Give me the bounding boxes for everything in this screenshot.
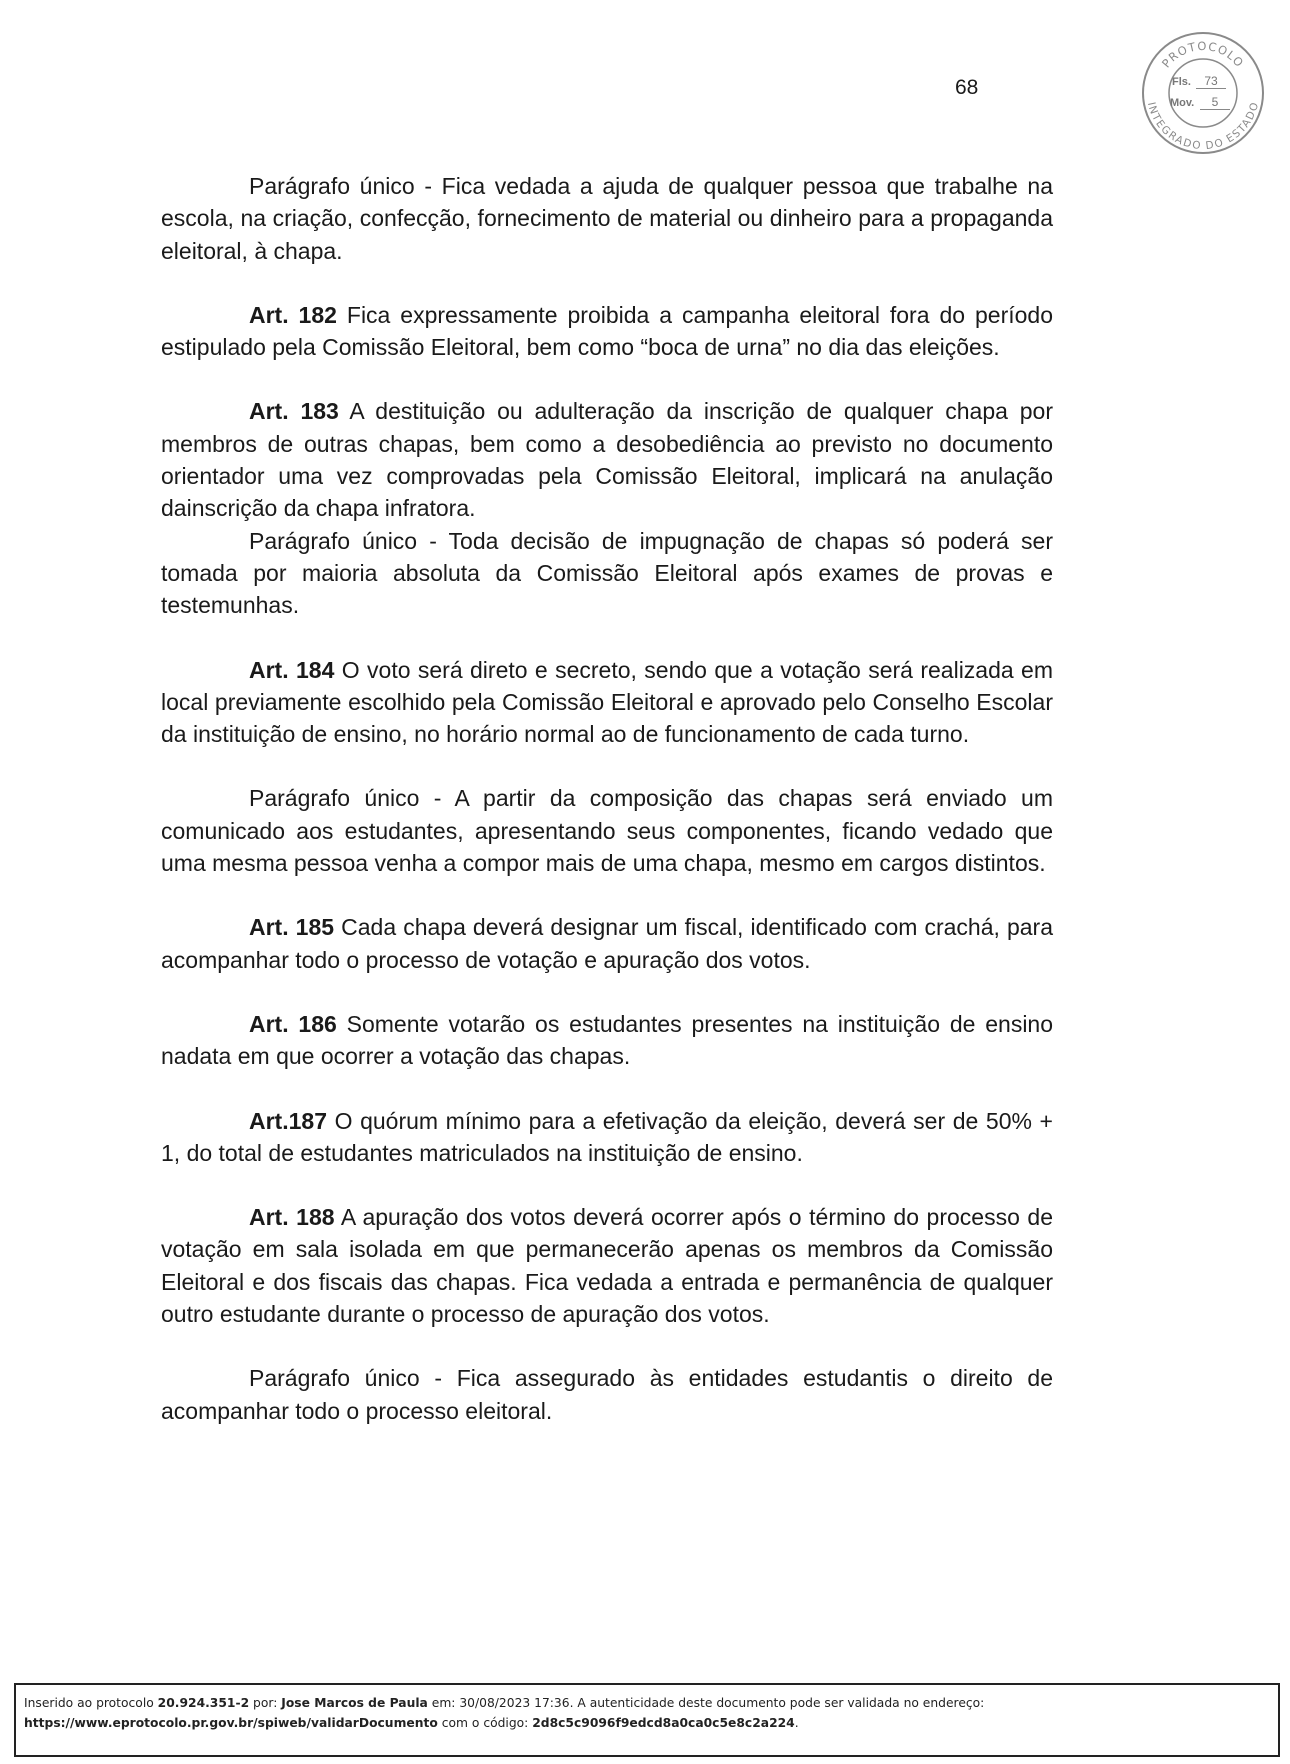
article-number: Art. 188 (249, 1204, 335, 1231)
article-number: Art. 183 (249, 398, 339, 425)
stamp-mov-label: Mov. (1170, 97, 1195, 109)
page-number: 68 (955, 76, 979, 99)
protocol-stamp (1140, 30, 1266, 156)
authenticity-footer: Inserido ao protocolo 20.924.351-2 por: Jose Marcos de Paula em: 30/08/2023 17:36. A autenticidade deste documento pode ser validada no endereço: https://www.eprotocolo.pr.gov.br/spiweb/validarDocumento com o código: 2d8c5c9096f9edcd8a0ca0c5e8c2a224. (14, 1683, 1280, 1757)
article-184: Art. 184 O voto será direto e secreto, sendo que a votação será realizada em local previamente escolhido pela Comissão Eleitoral e aprovado pelo Conselho Escolar da instituição de ensino, no horário normal ao de funcionamento de cada turno. (161, 656, 1054, 748)
validation-code: 2d8c5c9096f9edcd8a0ca0c5e8c2a224 (532, 1716, 795, 1730)
paragraph: Parágrafo único - Fica vedada a ajuda de qualquer pessoa que trabalhe na escola, na criação, confecção, fornecimento de material ou dinheiro para a propaganda eleitoral, à chapa. (161, 173, 1053, 264)
document-body (161, 170, 1053, 1427)
paragraph: Parágrafo único - Fica assegurado às entidades estudantis o direito de acompanhar todo o processo eleitoral. (161, 1365, 1053, 1424)
stamp-mov-value: 5 (1200, 95, 1230, 110)
article-185: Art. 185 Cada chapa deverá designar um fiscal, identificado com crachá, para acompanhar todo o processo de votação e apuração dos votos. (161, 914, 1053, 973)
protocol-number: 20.924.351-2 (157, 1696, 250, 1710)
article-number: Art. 186 (249, 1010, 337, 1037)
paragraph: Parágrafo único - A partir da composição das chapas será enviado um comunicado aos estudantes, apresentando seus componentes, ficando vedado que uma mesma pessoa venha a compor mais de uma chapa, mesmo em cargos distintos. (161, 785, 1053, 877)
article-186: Art. 186 Somente votarão os estudantes presentes na instituição de ensino nadata em que ocorrer a votação das chapas. (161, 1010, 1054, 1070)
article-187: Art.187 O quórum mínimo para a efetivação da eleição, deverá ser de 50% + 1, do total de estudantes matriculados na instituição de ensino. (161, 1107, 1053, 1166)
article-number: Art. 182 (249, 301, 337, 328)
stamp-fls-label: Fls. (1172, 76, 1191, 88)
stamp-seal-icon (1140, 30, 1266, 156)
article-183: Art. 183 A destituição ou adulteração da inscrição de qualquer chapa por membros de outras chapas, bem como a desobediência ao previsto no documento orientador uma vez comprovadas pela Comissão Eleitoral, implicará na anulação dainscrição da chapa infratora. (161, 398, 1054, 522)
paragraph: Parágrafo único - Toda decisão de impugnação de chapas só poderá ser tomada por maioria absoluta da Comissão Eleitoral após exames de provas e testemunhas. (161, 527, 1053, 619)
article-number: Art. 185 (249, 914, 335, 941)
stamp-fls-value: 73 (1196, 74, 1226, 89)
stamp-bottom-text: INTEGRADO DO ESTADO (1144, 101, 1262, 153)
article-number: Art. 184 (249, 656, 335, 683)
article-188: Art. 188 A apuração dos votos deverá ocorrer após o término do processo de votação em sala isolada em que permanecerão apenas os membros da Comissão Eleitoral e dos fiscais das chapas. Fica vedada a entrada e permanência de qualquer outro estudante durante o processo de apuração dos votos. (161, 1204, 1053, 1328)
article-182: Art. 182 Fica expressamente proibida a campanha eleitoral fora do período estipulado pela Comissão Eleitoral, bem como “boca de urna” no dia das eleições. (161, 301, 1054, 361)
svg-text:PROTOCOLO (1159, 39, 1247, 70)
validation-url-link[interactable]: https://www.eprotocolo.pr.gov.br/spiweb/validarDocumento (24, 1716, 438, 1730)
article-number: Art.187 (249, 1107, 327, 1134)
author-name: Jose Marcos de Paula (281, 1696, 428, 1710)
stamp-top-text: PROTOCOLO (1159, 38, 1247, 71)
